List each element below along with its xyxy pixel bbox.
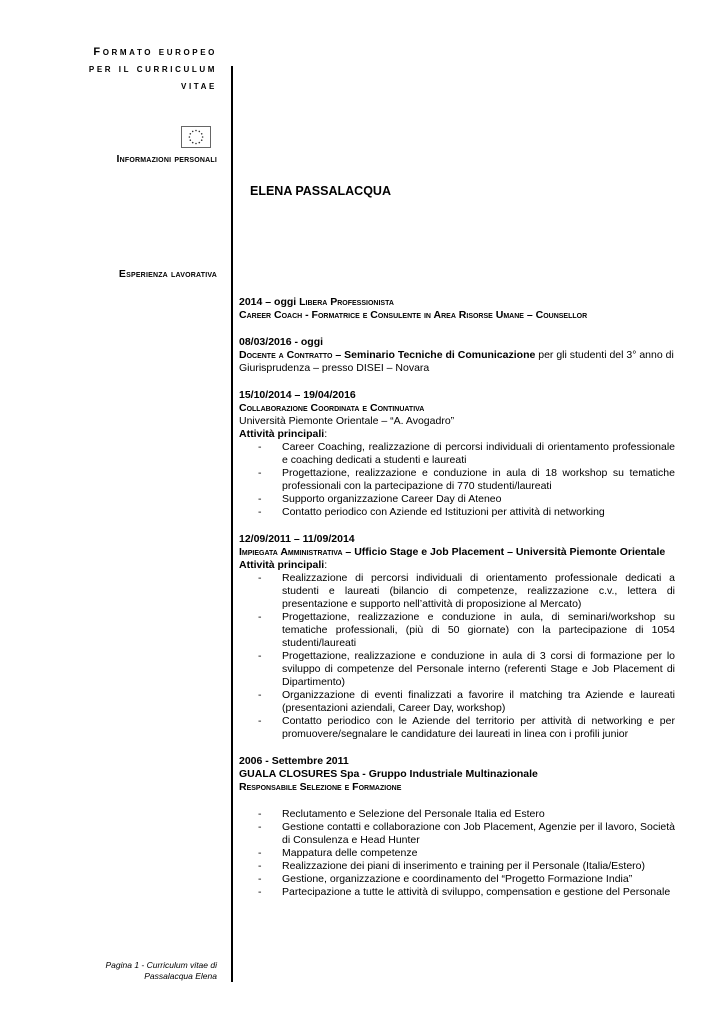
job-date: 2006 - Settembre 2011 — [239, 755, 349, 767]
job-date: 12/09/2011 – 11/09/2014 — [239, 533, 355, 545]
job-role: Career Coach - Formatrice e Consulente in Area Risorse Umane – Counsellor — [239, 309, 588, 321]
document-title — [89, 44, 217, 95]
job-role-bold: – Ufficio Stage e Job Placement – Università Piemonte Orientale — [342, 546, 666, 558]
list-item: - Supporto organizzazione Career Day di Ateneo — [258, 493, 675, 506]
title-line-3: vitae — [181, 80, 217, 92]
section-personal-info: Informazioni personali — [116, 153, 217, 165]
list-item: - Contatto periodico con Aziende ed Istituzioni per attività di networking — [258, 506, 675, 519]
footer-line-2: Passalacqua Elena — [144, 971, 217, 981]
list-item: - Progettazione, realizzazione e conduzione in aula di 3 corsi di formazione per lo sviluppo di competenze del Personale interno (referenti Stage e Job Placement di Dipartimento) — [258, 650, 675, 689]
job-entry — [239, 336, 675, 375]
job-date-suffix: Libera Professionista — [299, 296, 394, 308]
experience-list — [239, 296, 675, 913]
title-line-2: per il curriculum — [88, 63, 217, 75]
job-date: 08/03/2016 - oggi — [239, 336, 324, 348]
list-item: - Contatto periodico con le Aziende del territorio per attività di networking e per promuovere/segnalare le candidature dei laureati in linea con i profili junior — [258, 715, 675, 741]
job-role-prefix: Docente a Contratto — [239, 349, 333, 361]
page-footer — [106, 960, 218, 982]
list-item: - Reclutamento e Selezione del Personale Italia ed Estero — [258, 808, 675, 821]
job-role: Responsabile Selezione e Formazione — [239, 781, 402, 793]
activities-label: Attività principali — [239, 559, 325, 571]
job-role-rest: per gli studenti del 3° anno di Giurisprudenza – presso DISEI – Novara — [239, 349, 674, 374]
footer-line-1: Pagina 1 - Curriculum vitae di — [105, 960, 217, 970]
activities-list — [258, 572, 675, 741]
list-item: - Realizzazione dei piani di inserimento e training per il Personale (Italia/Estero) — [258, 860, 675, 873]
list-item: - Progettazione, realizzazione e conduzione in aula di 18 workshop su tematiche professionali con la partecipazione di 770 studenti/laureati — [258, 467, 675, 493]
list-item: - Gestione, organizzazione e coordinamento del “Progetto Formazione India” — [258, 873, 675, 886]
job-entry — [239, 755, 675, 899]
job-date: 15/10/2014 – 19/04/2016 — [239, 389, 356, 401]
list-item: - Partecipazione a tutte le attività di sviluppo, compensation e gestione del Personale — [258, 886, 675, 899]
activities-label: Attività principali — [239, 428, 325, 440]
job-role-bold: – Seminario Tecniche di Comunicazione — [332, 349, 536, 361]
list-item: - Organizzazione di eventi finalizzati a favorire il matching tra Aziende e laureati (presentazioni aziendali, Career Day, workshop) — [258, 689, 675, 715]
job-company: GUALA CLOSURES Spa - Gruppo Industriale Multinazionale — [239, 768, 538, 780]
list-item: - Mappatura delle competenze — [258, 847, 675, 860]
job-role: Collaborazione Coordinata e Continuativa — [239, 402, 425, 414]
title-line-1: Formato europeo — [93, 46, 217, 58]
job-role-prefix: Impiegata Amministrativa — [239, 546, 343, 558]
job-entry: 15/10/2014 – 19/04/2016 Collaborazione Coordinata e Continuativa Università Piemonte Orientale – “A. Avogadro” Attività principali: - Career Coaching, realizzazione di percorsi individuali di orientamento professionale e coaching dedicati a studenti e laureati - Progettazione, realizzazione e conduzione in aula di 18 workshop su tematiche professionali con la partecipazione di 770 studenti/laureati - Supporto organizzazione Career Day di Ateneo - Contatto periodico con Aziende ed Istituzioni per attività di networking — [239, 389, 675, 519]
list-item: - Progettazione, realizzazione e conduzione in aula, di seminari/workshop su tematiche professionali, (più di 50 giornate) con la partecipazione di 1054 studenti/laureati — [258, 611, 675, 650]
activities-list — [258, 441, 675, 519]
person-name: ELENA PASSALACQUA — [250, 184, 391, 198]
job-entry: 12/09/2011 – 11/09/2014 Impiegata Amministrativa – Ufficio Stage e Job Placement – Università Piemonte Orientale Attività principali: - Realizzazione di percorsi individuali di orientamento professionale dedicati a studenti e laureati (bilancio di competenze, realizzazione c.v., lettera di presentazione e supporto nell’attività di proposizione al Mercato) - Progettazione, realizzazione e conduzione in aula, di seminari/workshop su tematiche professionali, (più di 50 giornate) con la partecipazione di 1054 studenti/laureati - Progettazione, realizzazione e conduzione in aula di 3 corsi di formazione per lo sviluppo di competenze del Personale interno (referenti Stage e Job Placement di Dipartimento) - Organizzazione di eventi finalizzati a favorire il matching tra Aziende e laureati (presentazioni aziendali, Career Day, workshop) - Contatto periodico con le Aziende del territorio per attività di networking e per promuovere/segnalare le candidature dei laureati in linea con i profili junior — [239, 533, 675, 741]
list-item: - Realizzazione di percorsi individuali di orientamento professionale dedicati a studenti e laureati (bilancio di competenze, realizzazione c.v., lettera di presentazione e supporto nell’attività di proposizione al Mercato) — [258, 572, 675, 611]
eu-flag-icon — [181, 126, 211, 148]
job-org: Università Piemonte Orientale – “A. Avogadro” — [239, 415, 455, 427]
section-work-experience: Esperienza lavorativa — [118, 268, 217, 280]
list-item: - Career Coaching, realizzazione di percorsi individuali di orientamento professionale e coaching dedicati a studenti e laureati — [258, 441, 675, 467]
activities-list — [258, 808, 675, 899]
column-divider — [231, 66, 233, 982]
list-item: - Gestione contatti e collaborazione con Job Placement, Agenzie per il lavoro, Società di Consulenza e Head Hunter — [258, 821, 675, 847]
job-entry — [239, 296, 675, 322]
job-date: 2014 – oggi — [239, 296, 297, 308]
